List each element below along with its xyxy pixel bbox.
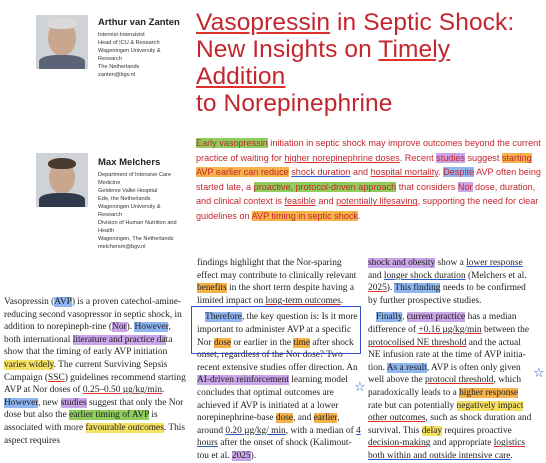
underline: SSC — [48, 372, 65, 383]
text: ta show that the timing of early AVP initiation — [4, 334, 173, 358]
text: learning model concludes that optimal outcomes are achieved if AVP is initiated at a lower norepinephrine-base — [197, 375, 348, 424]
author-line: Division of Human Nutrition and — [98, 220, 177, 226]
text: . This aspect requires — [4, 422, 186, 446]
paragraph — [368, 257, 534, 307]
text: findings highlight that the Nor-sparing effect may contribute to clinically relevant — [197, 258, 357, 281]
underline: lower response — [466, 258, 523, 268]
text: initiation in septic shock may improve outcomes beyond the current practice of waiting for — [196, 138, 541, 163]
highlight: studies — [60, 397, 87, 408]
title-part: in Septic Shock: — [330, 9, 515, 36]
title-part: to Norepinephrine — [196, 90, 393, 117]
highlight: literature and practice da — [72, 334, 166, 345]
text: , new — [37, 397, 61, 408]
text: ). — [386, 283, 395, 294]
text: , such as shock duration and survival. This — [368, 413, 532, 436]
author-line: Health — [98, 228, 115, 234]
lead-paragraph — [196, 136, 541, 224]
highlight: higher response — [459, 387, 519, 398]
author-line: Wageningen University & — [98, 48, 161, 54]
underline: +0.16 µg/kg/min — [418, 324, 482, 335]
underline: 4 hours — [197, 425, 361, 449]
text: ). — [250, 450, 257, 461]
highlight: Therefore — [205, 312, 242, 323]
text: , with a median of — [285, 425, 357, 436]
paragraph — [368, 311, 534, 462]
title-part: Vasopressin — [196, 9, 331, 36]
author-email[interactable]: melchersm@bgv.nl — [98, 244, 146, 250]
text: , and — [293, 413, 314, 424]
text: that considers — [396, 181, 458, 192]
paragraph — [197, 257, 361, 307]
underline: shock duration — [291, 167, 351, 178]
author-line: Department of Intensive Care — [98, 172, 172, 178]
underline: protocolised NE threshold — [368, 337, 467, 348]
highlight: varies widely — [4, 359, 54, 370]
highlight: However — [134, 322, 169, 333]
text: , supporting the need for clear guidelines on — [196, 196, 539, 221]
body-column-3 — [368, 257, 534, 463]
highlight: shock and obesity — [368, 258, 436, 268]
text: . — [438, 167, 444, 178]
author-line: Medicine — [98, 180, 121, 186]
author-email[interactable]: zanten@bgv.nl — [98, 72, 135, 78]
text: Vasopressin ( — [4, 297, 55, 307]
underline: protocol threshold — [425, 375, 494, 386]
highlight: As a result — [386, 362, 427, 373]
text: . Recent — [399, 152, 437, 163]
highlight: dose — [213, 337, 232, 348]
text: . The current Surviving Sepsis Campaign ( — [4, 359, 168, 383]
highlight: time — [293, 337, 311, 348]
text: , AVP is often only given well above the — [368, 362, 521, 386]
highlight: Nor — [112, 322, 127, 333]
body-column-1 — [4, 296, 188, 447]
author-line: Wageningen, The Netherlands — [98, 236, 174, 242]
title-part: Timely Addition — [196, 36, 451, 90]
highlight: This finding — [394, 283, 441, 294]
text: . — [357, 210, 361, 221]
highlight: AVP — [54, 297, 72, 307]
underline: feasible — [284, 196, 316, 207]
author-line: Gelderse Vallei Hospital — [98, 188, 158, 194]
text: after shock onset, regardless of the Nor dose? Two recent extensive studies offer direction. An — [197, 337, 358, 373]
text: or earlier in the — [231, 337, 294, 348]
text: and the actual NE infusion rate at the time of AVP initia-tion. — [368, 337, 526, 373]
highlight: However — [4, 397, 38, 408]
highlight: 2025 — [231, 450, 251, 461]
author-line: Internist-Intensivist — [98, 32, 145, 38]
highlight: Finally — [376, 312, 402, 323]
author-line: Ede, the Netherlands — [98, 196, 151, 202]
text: suggest — [464, 152, 502, 163]
highlight: AVP timing in septic shock — [251, 210, 358, 221]
text: , both international — [4, 322, 171, 345]
text: dose, duration, and clinical context is — [196, 181, 536, 207]
underline: other outcomes — [368, 413, 426, 424]
text: AVP often being started late, a — [196, 167, 541, 192]
highlight: earlier timing of AVP — [69, 410, 150, 421]
author-info-van-zanten — [98, 17, 193, 79]
text: needs to be confirmed by further prospective studies. — [368, 283, 526, 306]
underline: 0.20 µg/kg/ min — [225, 425, 286, 436]
author-name: Max Melchers — [98, 157, 161, 168]
text: suggest that only the Nor dose but also the — [4, 397, 184, 421]
text: and — [350, 167, 371, 178]
highlight: Nor — [457, 181, 473, 192]
text: . — [340, 295, 344, 306]
text: between the — [481, 324, 529, 335]
author-line: Wageningen University & — [98, 204, 161, 210]
underline: longer shock duration — [383, 270, 466, 281]
text: and — [315, 196, 337, 207]
author-line: Head of ICU & Research — [98, 40, 160, 46]
highlight: studies — [436, 152, 465, 163]
text: has a median difference of — [368, 312, 517, 335]
text: . — [510, 450, 513, 461]
underline: logistics — [493, 438, 526, 449]
underline: decision-making — [368, 438, 431, 449]
highlight: Early vasopressin — [196, 138, 268, 148]
highlight: proactive, protocol-driven approach — [253, 181, 397, 192]
author-line: The Netherlands — [98, 64, 140, 70]
text: (Melchers et al. — [465, 270, 527, 281]
annotation-box — [191, 306, 361, 354]
underline: hospital mortality — [370, 167, 439, 178]
highlight: delay — [421, 425, 443, 436]
author-photo-melchers — [36, 153, 88, 207]
underline: 0.25–0.50 µg/kg/min — [82, 385, 163, 396]
author-info-melchers — [98, 157, 196, 251]
text: rate but can potentially — [368, 400, 457, 411]
text: ) is a proven catechol-amine-reducing second vasopressor in septic shock, in addition to norepineph-rine ( — [4, 297, 182, 333]
highlight: earlier — [313, 413, 338, 424]
highlight: starting AVP earlier can reduce — [196, 152, 532, 178]
text: . — [162, 385, 165, 396]
text: show a — [435, 258, 467, 268]
highlight: benefits — [197, 283, 227, 294]
text: ) guidelines recommend starting AVP at Nor doses of — [4, 372, 186, 396]
underline: 2025 — [368, 283, 387, 294]
text: in the short term despite having a limited impact on — [197, 283, 355, 306]
author-photo-van-zanten — [36, 15, 88, 69]
underline: both within and outside intensive care — [368, 450, 511, 461]
text: , the key question is: Is it more important to administer AVP at a specific Nor — [197, 312, 358, 348]
text: ). — [126, 322, 135, 333]
star-icon: ☆ — [533, 366, 545, 381]
highlight: current practice — [406, 312, 466, 323]
text: is associated with more — [4, 410, 158, 433]
highlight: favourable outcomes — [85, 422, 164, 433]
underline: higher norepinephrine doses — [284, 152, 400, 163]
text: , — [401, 312, 407, 323]
author-line: Research — [98, 56, 122, 62]
text: , around — [197, 413, 340, 436]
text: and — [368, 270, 384, 281]
article-title — [196, 9, 541, 117]
highlight: dose — [275, 413, 294, 424]
text: , which paradoxically leads to a — [368, 375, 522, 398]
text: and appropriate — [430, 438, 494, 449]
text: requires proactive — [442, 425, 512, 436]
underline: long-term outcomes — [265, 295, 341, 306]
highlight: AI-driven reinforcement — [197, 375, 289, 386]
star-icon: ☆ — [354, 380, 366, 395]
highlight: negatively impact — [456, 400, 524, 411]
author-line: Research — [98, 212, 122, 218]
author-name: Arthur van Zanten — [98, 17, 180, 28]
title-part: New Insights on — [196, 36, 379, 63]
text: after the onset of shock (Kalimout-tou et al. — [197, 438, 352, 461]
underline: potentially lifesaving — [336, 196, 418, 207]
body-column-2 — [197, 257, 361, 463]
highlight: Despite — [443, 167, 475, 178]
